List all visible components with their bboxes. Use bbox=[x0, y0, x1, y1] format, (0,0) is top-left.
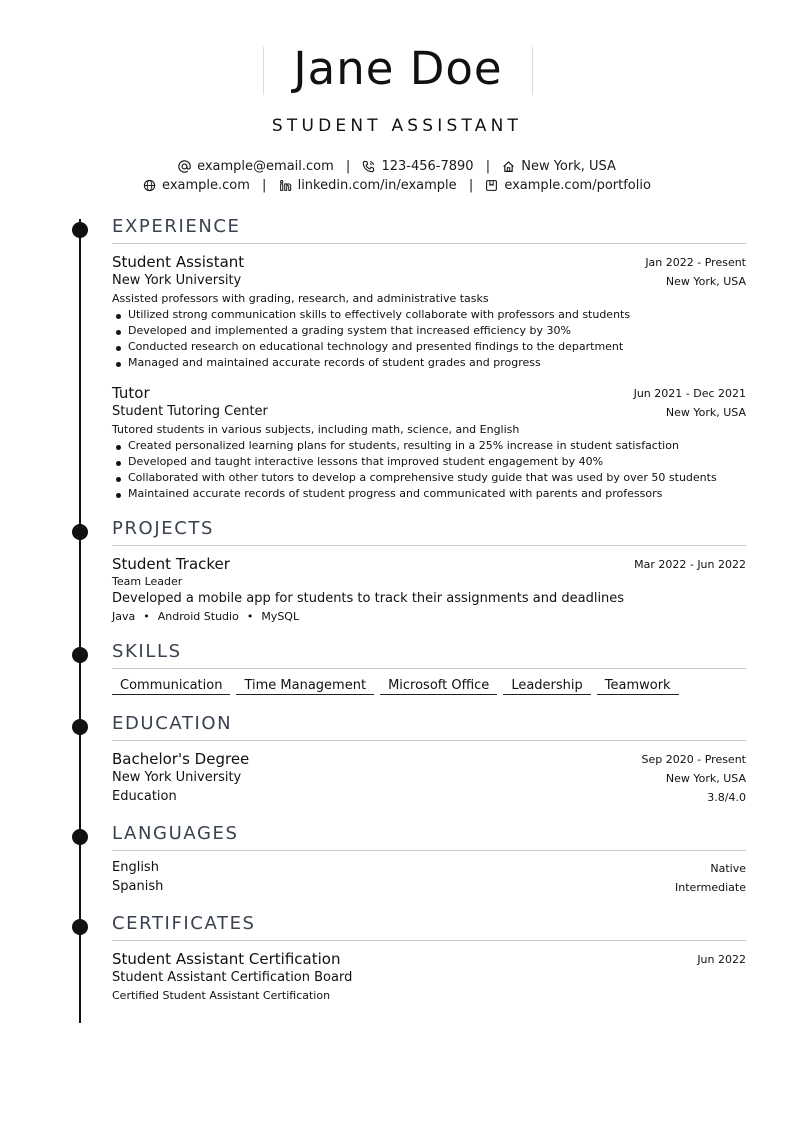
tech-item: MySQL bbox=[261, 610, 300, 623]
experience-bullet: Created personalized learning plans for students, resulting in a 25% increase in student satisfaction bbox=[128, 439, 746, 452]
experience-summary: Assisted professors with grading, research, and administrative tasks bbox=[112, 292, 489, 305]
tech-separator: • bbox=[143, 610, 150, 623]
education-dates: Sep 2020 - Present bbox=[641, 753, 746, 766]
certificate-name: Student Assistant Certification bbox=[112, 950, 341, 968]
experience-org: Student Tutoring Center bbox=[112, 404, 268, 419]
languages-heading: LANGUAGES bbox=[112, 823, 746, 851]
project-role: Team Leader bbox=[112, 575, 183, 588]
phone-number[interactable]: 123-456-7890 bbox=[381, 159, 474, 174]
skill-tag: Communication bbox=[112, 678, 230, 695]
contact-separator: | bbox=[485, 159, 491, 174]
contact-separator: | bbox=[345, 159, 351, 174]
experience-bullet: Utilized strong communication skills to effectively collaborate with professors and students bbox=[128, 308, 746, 321]
experience-location: New York, USA bbox=[665, 406, 746, 419]
job-title: STUDENT ASSISTANT bbox=[271, 116, 523, 136]
language-level: Native bbox=[710, 862, 746, 875]
certificate-issuer: Student Assistant Certification Board bbox=[112, 970, 353, 985]
certificate-date: Jun 2022 bbox=[697, 953, 746, 966]
timeline-dot bbox=[72, 647, 88, 663]
name-frame bbox=[263, 42, 533, 95]
portfolio-icon bbox=[485, 179, 498, 192]
tech-item: Java bbox=[112, 610, 136, 623]
experience-role: Student Assistant bbox=[112, 253, 245, 271]
tech-item: Android Studio bbox=[157, 610, 239, 623]
education-school: New York University bbox=[112, 770, 242, 785]
education-degree: Bachelor's Degree bbox=[112, 750, 250, 768]
language-name: English bbox=[112, 860, 159, 875]
language-level: Intermediate bbox=[675, 881, 746, 894]
experience-summary: Tutored students in various subjects, including math, science, and English bbox=[112, 423, 520, 436]
skill-tag: Time Management bbox=[236, 678, 374, 695]
contact-separator: | bbox=[262, 178, 267, 193]
timeline-dot bbox=[72, 222, 88, 238]
tech-separator: • bbox=[246, 610, 254, 623]
skill-tag: Teamwork bbox=[597, 678, 679, 695]
contact-separator: | bbox=[468, 178, 474, 193]
globe-icon bbox=[143, 179, 156, 192]
language-name: Spanish bbox=[112, 879, 164, 894]
certificates-heading: CERTIFICATES bbox=[112, 913, 746, 941]
portfolio-link[interactable]: example.com/portfolio bbox=[504, 178, 651, 193]
projects-heading: PROJECTS bbox=[112, 518, 746, 546]
experience-bullet: Managed and maintained accurate records of student grades and progress bbox=[128, 356, 746, 369]
education-gpa: 3.8/4.0 bbox=[707, 791, 746, 804]
project-name: Student Tracker bbox=[112, 555, 230, 573]
experience-role: Tutor bbox=[112, 384, 150, 402]
location-text: New York, USA bbox=[521, 159, 616, 174]
linkedin-icon bbox=[279, 179, 292, 192]
experience-dates: Jun 2021 - Dec 2021 bbox=[633, 387, 746, 400]
candidate-name: Jane Doe bbox=[293, 42, 503, 95]
at-icon bbox=[178, 160, 191, 173]
experience-dates: Jan 2022 - Present bbox=[645, 256, 746, 269]
experience-bullet: Conducted research on educational technology and presented findings to the department bbox=[128, 340, 746, 353]
timeline-dot bbox=[72, 719, 88, 735]
education-field: Education bbox=[112, 789, 177, 804]
certificate-description: Certified Student Assistant Certification bbox=[112, 989, 331, 1002]
home-icon bbox=[502, 160, 515, 173]
education-location: New York, USA bbox=[665, 772, 746, 785]
timeline-line bbox=[79, 219, 81, 1023]
skills-list bbox=[112, 678, 746, 695]
timeline-dot bbox=[72, 919, 88, 935]
experience-bullet: Maintained accurate records of student progress and communicated with parents and professors bbox=[128, 487, 746, 500]
experience-location: New York, USA bbox=[665, 275, 746, 288]
contact-row-2 bbox=[0, 178, 794, 193]
timeline-dot bbox=[72, 829, 88, 845]
education-heading: EDUCATION bbox=[112, 713, 746, 741]
project-description: Developed a mobile app for students to track their assignments and deadlines bbox=[112, 591, 625, 606]
linkedin-link[interactable]: linkedin.com/in/example bbox=[297, 178, 457, 193]
phone-icon bbox=[362, 160, 375, 173]
project-dates: Mar 2022 - Jun 2022 bbox=[634, 558, 746, 571]
experience-bullet: Developed and taught interactive lessons that improved student engagement by 40% bbox=[128, 455, 746, 468]
contact-row-1 bbox=[0, 159, 794, 174]
experience-bullet: Collaborated with other tutors to develop a comprehensive study guide that was used by over 50 students bbox=[128, 471, 746, 484]
skills-heading: SKILLS bbox=[112, 641, 746, 669]
experience-heading: EXPERIENCE bbox=[112, 216, 746, 244]
experience-bullet: Developed and implemented a grading system that increased efficiency by 30% bbox=[128, 324, 746, 337]
website-link[interactable]: example.com bbox=[162, 178, 250, 193]
timeline-dot bbox=[72, 524, 88, 540]
project-tech-stack bbox=[112, 610, 746, 623]
experience-org: New York University bbox=[112, 273, 242, 288]
email-link[interactable]: example@email.com bbox=[197, 159, 334, 174]
skill-tag: Leadership bbox=[503, 678, 590, 695]
skill-tag: Microsoft Office bbox=[380, 678, 497, 695]
